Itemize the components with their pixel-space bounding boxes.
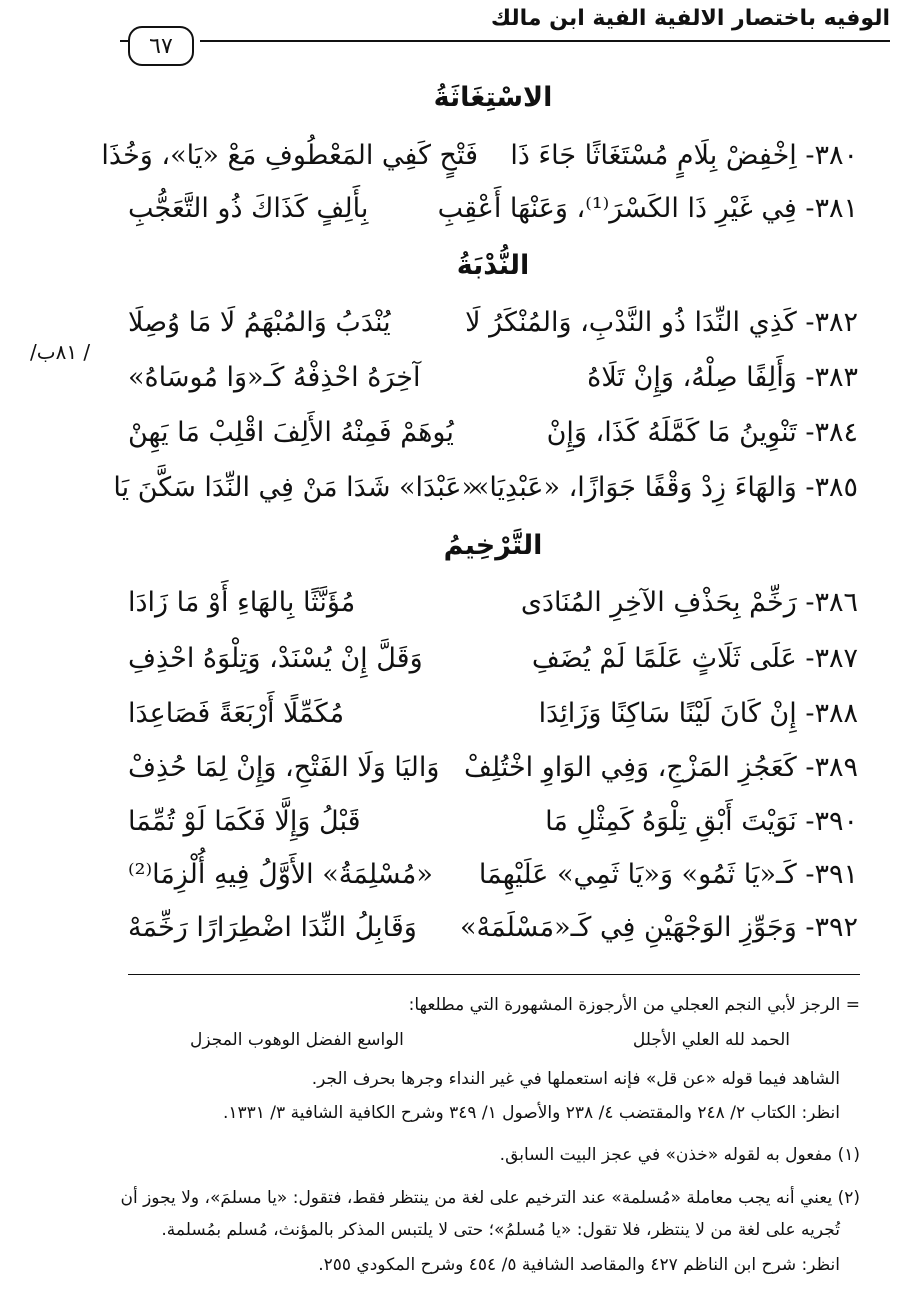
verse-text: فِي غَيْرِ ذَا الكَسْرَ⁽¹⁾، وَعَنْهَا أَعْقِبِ [437,193,797,224]
verse-number: ٣٨٦- [805,587,858,618]
verse-number: ٣٩١- [805,859,858,890]
verse-380 [101,140,858,190]
manuscript-folio-note: / ٨١ب/ [30,340,91,364]
verse-second-half: بِأَلِفٍ كَذَاكَ ذُو التَّعَجُّبِ [128,193,369,224]
verse-text: رَخِّمْ بِحَذْفِ الآخِرِ المُنَادَى [520,587,797,618]
verse-382 [128,307,858,357]
verse-second-half: آخِرَهُ احْذِفْهُ كَـ«وَا مُوسَاهُ» [128,362,421,393]
verse-385 [113,472,858,522]
verse-second-half: وَقَابِلُ النِّدَا اضْطِرَارًا رَخِّمَهْ [128,912,417,943]
verse-first-half [478,859,858,890]
verse-number: ٣٩٢- [805,912,858,943]
verse-number: ٣٨٨- [805,698,858,729]
footnote-2-references: انظر: شرح ابن الناظم ٤٢٧ والمقاصد الشافية ٥/ ٤٥٤ وشرح المكودي ٢٥٥. [318,1255,840,1275]
verse-second-half: مُكَمِّلًا أَرْبَعَةً فَصَاعِدَا [128,698,345,729]
verse-text: كَـ«يَا ثَمُو» وَ«يَا ثَمِي» عَلَيْهِمَا [478,859,797,890]
footnote-continuation-intro: = الرجز لأبي النجم العجلي من الأرجوزة المشهورة التي مطلعها: [408,995,860,1015]
verse-386 [128,587,858,637]
verse-text: وَأَلِفًا صِلْهُ، وَإِنْ تَلَاهُ [587,362,797,393]
verse-first-half [493,698,858,729]
verse-first-half [463,752,858,783]
verse-text: وَالهَاءَ زِدْ وَقْفًا جَوَازًا، «عَبْدِيَا» [472,472,797,503]
verse-number: ٣٨٢- [805,307,858,338]
verse-number: ٣٨٩- [805,752,858,783]
verse-first-half [493,587,858,618]
page-number: ٦٧ [128,26,194,66]
verse-first-half [493,806,858,837]
verse-text: اِخْفِضْ بِلَامٍ مُسْتَغَاثًا جَاءَ ذَا [510,140,797,171]
verse-second-half: فَتْحٍ كَفِي المَعْطُوفِ مَعْ «يَا»، وَخُذَا [101,140,478,171]
verse-number: ٣٩٠- [805,806,858,837]
verse-second-half: مُؤَنَّثًا بِالهَاءِ أَوْ مَا زَادَا [128,587,356,618]
verse-second-half: يُنْدَبُ وَالمُبْهَمُ لَا مَا وُصِلَا [128,307,391,338]
verse-number: ٣٨١- [805,193,858,224]
verse-389 [128,752,858,802]
verse-text: وَجَوِّزِ الوَجْهَيْنِ فِي كَـ«مَسْلَمَهْ» [460,912,797,943]
verse-text: إِنْ كَانَ لَيْنًا سَاكِنًا وَزَائِدَا [538,698,797,729]
running-title: الوفيه باختصار الالفية الفية ابن مالك [490,6,890,31]
page-header [128,6,890,59]
verse-first-half [465,307,858,338]
section-heading-nudba: النُّدْبَةُ [456,250,530,281]
verse-second-half: وَاليَا وَلَا الفَتْحِ، وَإِنْ لِمَا حُذِفْ [128,752,440,783]
verse-first-half [493,362,858,393]
verse-388 [128,698,858,748]
verse-387 [128,643,858,693]
verse-text: نَوَيْتَ أَبْقِ تِلْوَهُ كَمِثْلِ مَا [545,806,797,837]
header-rule [200,40,890,42]
verse-number: ٣٨٧- [805,643,858,674]
verse-392 [128,912,858,962]
verse-first-half [493,417,858,448]
verse-384 [128,417,858,467]
verse-second-half: «مُسْلِمَةُ» الأَوَّلُ فِيهِ أُلْزِمَا⁽²⁾ [128,859,433,890]
verse-text: تَنْوِينُ مَا كَمَّلَهُ كَذَا، وَإِنْ [546,417,797,448]
section-heading-tarkhim: التَّرْخِيمُ [443,530,543,561]
verse-second-half: وَقَلَّ إِنْ يُسْنَدْ، وَتِلْوَهُ احْذِفِ [128,643,423,674]
section-heading-istighatha: الاسْتِغَاثَةُ [433,82,553,113]
verse-text: كَعَجُزِ المَزْجِ، وَفِي الوَاوِ اخْتُلِفْ [463,752,797,783]
footnote-separator [128,974,860,975]
verse-second-half: قَبْلُ وَإِلَّا فَكَمَا لَوْ تُمِّمَا [128,806,361,837]
verse-390 [128,806,858,856]
verse-first-half [493,140,858,171]
verse-text: كَذِي النِّدَا ذُو النَّدْبِ، وَالمُنْكَرُ لَا [465,307,797,338]
verse-first-half [472,472,858,503]
verse-first-half [460,912,858,943]
verse-second-half: يُوهَمْ فَمِنْهُ الأَلِفَ اقْلِبْ مَا يَهِنْ [128,417,454,448]
verse-number: ٣٨٠- [805,140,858,171]
verse-number: ٣٨٤- [805,417,858,448]
footnote-1: (١) مفعول به لقوله «خذن» في عجز البيت السابق. [499,1145,860,1165]
footnote-references: انظر: الكتاب ٢/ ٢٤٨ والمقتضب ٤/ ٢٣٨ والأصول ١/ ٣٤٩ وشرح الكافية الشافية ٣/ ١٣٣١. [222,1103,840,1123]
footnote-2-line-2: تُجريه على لغة من لا ينتظر، فلا تقول: «يا مُسلمُ»؛ حتى لا يلتبس المذكر بالمؤنث، مُسلم بمُسلمة. [161,1220,840,1240]
verse-number: ٣٨٥- [805,472,858,503]
verse-381 [128,193,858,243]
footnote-witness: الشاهد فيما قوله «عن قل» فإنه استعملها في غير النداء وجرها بحرف الجر. [311,1069,840,1089]
verse-second-half: «عَبْدَا» شَدَا مَنْ فِي النِّدَا سَكَّنَ يَا [113,472,478,503]
verse-first-half [437,193,858,224]
verse-first-half [493,643,858,674]
verse-391 [128,859,858,909]
quoted-verse-first-half: الحمد لله العلي الأجلل [632,1030,790,1050]
verse-383 [128,362,858,412]
verse-number: ٣٨٣- [805,362,858,393]
verse-text: عَلَى ثَلَاثٍ عَلَمًا لَمْ يُضَفِ [531,643,797,674]
footnote-2-line-1: (٢) يعني أنه يجب معاملة «مُسلمة» عند الترخيم على لغة من ينتظر فقط، فتقول: «يا مسلمَ»، ولا يجوز أن [120,1188,860,1208]
quoted-verse-second-half: الواسع الفضل الوهوب المجزل [190,1030,404,1050]
